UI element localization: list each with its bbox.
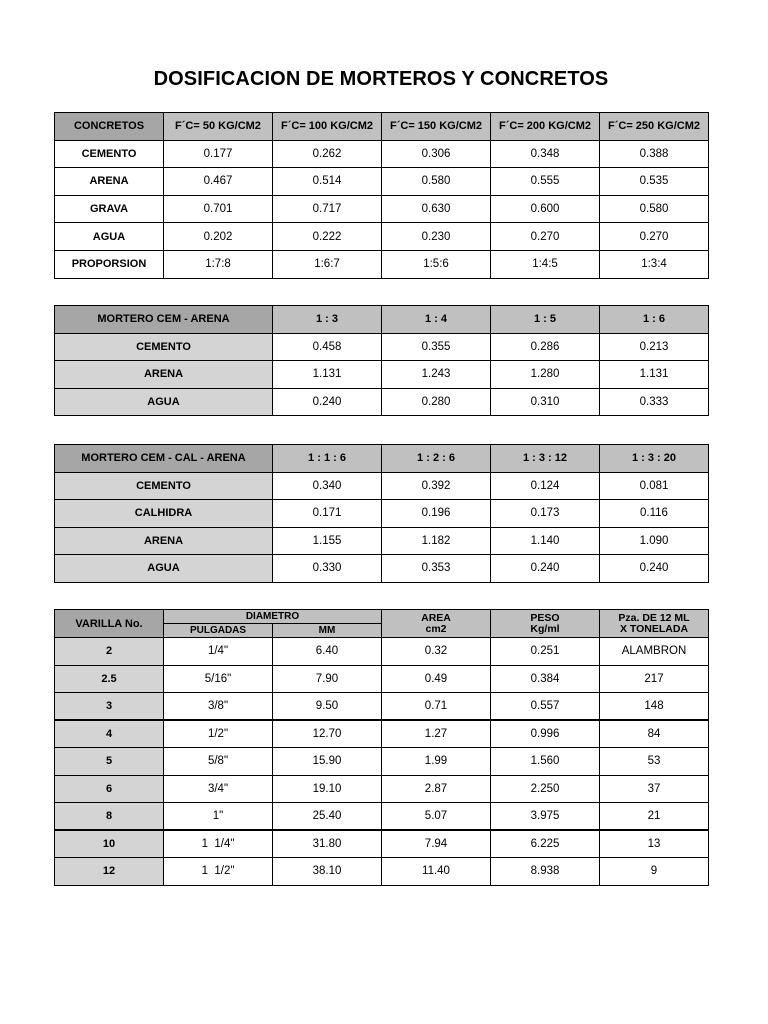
column-header: DIAMETRO	[164, 610, 382, 624]
table-cell: 6.225	[491, 830, 600, 858]
table-cell: 0.388	[600, 140, 709, 168]
table-cell: 1:4:5	[491, 250, 600, 278]
table-cell: 21	[600, 803, 709, 831]
table-cell: 0.348	[491, 140, 600, 168]
table-cell: 0.306	[382, 140, 491, 168]
table-cell: 1.155	[273, 527, 382, 555]
table-cell: 0.458	[273, 333, 382, 361]
table-row	[55, 500, 709, 528]
table-cell: 1:3:4	[600, 250, 709, 278]
pza-header-line1: Pza. DE 12 ML	[618, 611, 690, 624]
table-cell: 9.50	[273, 693, 382, 721]
table-row	[55, 333, 709, 361]
table-cell: 0.251	[491, 638, 600, 666]
table-row	[55, 830, 709, 858]
table-cell: 3/8"	[164, 693, 273, 721]
column-header: 1 : 3 : 20	[600, 445, 709, 473]
column-header: 1 : 5	[491, 306, 600, 334]
table-cell: 0.71	[382, 693, 491, 721]
table-cell: 1.243	[382, 361, 491, 389]
table-cell: 217	[600, 665, 709, 693]
table-cell: 2.87	[382, 775, 491, 803]
table-row	[55, 803, 709, 831]
table-cell: 13	[600, 830, 709, 858]
table-cell: 148	[600, 693, 709, 721]
table-cell: 0.262	[273, 140, 382, 168]
row-label: PROPORSION	[55, 250, 164, 278]
row-label: AGUA	[55, 388, 273, 416]
table-cell: 0.116	[600, 500, 709, 528]
table-cell: 19.10	[273, 775, 382, 803]
row-label: 8	[55, 803, 164, 831]
table-cell: 38.10	[273, 858, 382, 886]
table-cell: 1 1/2"	[164, 858, 273, 886]
table-row	[55, 388, 709, 416]
row-label: CEMENTO	[55, 140, 164, 168]
table-cell: 0.240	[600, 555, 709, 583]
column-header: F´C= 150 KG/CM2	[382, 113, 491, 141]
table-cell: 0.270	[600, 223, 709, 251]
table-cell: 0.340	[273, 472, 382, 500]
table-cell: 0.996	[491, 720, 600, 748]
table-row	[55, 720, 709, 748]
table-cell: 84	[600, 720, 709, 748]
table-cell: 15.90	[273, 748, 382, 776]
table-cell: 0.392	[382, 472, 491, 500]
column-header: CONCRETOS	[55, 113, 164, 141]
table-cell: 3/4"	[164, 775, 273, 803]
table-header-row	[55, 445, 709, 473]
row-label: ARENA	[55, 527, 273, 555]
row-label: 2	[55, 638, 164, 666]
table-cell: 0.580	[382, 168, 491, 196]
column-header	[382, 610, 491, 638]
row-label: ARENA	[55, 168, 164, 196]
table-row	[55, 472, 709, 500]
table-row	[55, 555, 709, 583]
mortero-cal-table	[54, 444, 709, 583]
row-label: 2.5	[55, 665, 164, 693]
table-cell: 5/8"	[164, 748, 273, 776]
table-cell: 0.555	[491, 168, 600, 196]
table-row	[55, 748, 709, 776]
table-cell: 5.07	[382, 803, 491, 831]
row-label: 12	[55, 858, 164, 886]
table-cell: 0.630	[382, 195, 491, 223]
table-cell: ALAMBRON	[600, 638, 709, 666]
table-cell: 3.975	[491, 803, 600, 831]
column-header: 1 : 6	[600, 306, 709, 334]
table-cell: 12.70	[273, 720, 382, 748]
table-row	[55, 693, 709, 721]
column-header	[600, 610, 709, 638]
table-cell: 0.202	[164, 223, 273, 251]
area-header-line2: cm2	[425, 622, 447, 635]
table-cell: 1.140	[491, 527, 600, 555]
table-cell: 25.40	[273, 803, 382, 831]
table-cell: 0.177	[164, 140, 273, 168]
table-cell: 0.717	[273, 195, 382, 223]
table-cell: 7.94	[382, 830, 491, 858]
table-row	[55, 168, 709, 196]
column-header: F´C= 200 KG/CM2	[491, 113, 600, 141]
row-label: CALHIDRA	[55, 500, 273, 528]
table-cell: 1.27	[382, 720, 491, 748]
varillas-table	[54, 609, 709, 886]
row-label: 5	[55, 748, 164, 776]
column-header: 1 : 2 : 6	[382, 445, 491, 473]
table-cell: 7.90	[273, 665, 382, 693]
table-cell: 1:6:7	[273, 250, 382, 278]
table-cell: 1:7:8	[164, 250, 273, 278]
table-row	[55, 195, 709, 223]
row-label: 10	[55, 830, 164, 858]
table-cell: 11.40	[382, 858, 491, 886]
table-cell: 6.40	[273, 638, 382, 666]
column-header: F´C= 250 KG/CM2	[600, 113, 709, 141]
table-cell: 0.286	[491, 333, 600, 361]
table-cell: 0.49	[382, 665, 491, 693]
table-cell: 0.171	[273, 500, 382, 528]
table-row	[55, 361, 709, 389]
table-cell: 0.32	[382, 638, 491, 666]
table-row	[55, 638, 709, 666]
column-header: 1 : 3	[273, 306, 382, 334]
table-cell: 0.355	[382, 333, 491, 361]
table-cell: 31.80	[273, 830, 382, 858]
column-header: 1 : 3 : 12	[491, 445, 600, 473]
row-label: CEMENTO	[55, 333, 273, 361]
table-header-row	[55, 610, 709, 624]
table-cell: 1.131	[273, 361, 382, 389]
row-label: GRAVA	[55, 195, 164, 223]
table-cell: 1"	[164, 803, 273, 831]
table-cell: 1 1/4"	[164, 830, 273, 858]
table-header-row	[55, 306, 709, 334]
column-header: PULGADAS	[164, 624, 273, 638]
column-header: 1 : 1 : 6	[273, 445, 382, 473]
table-cell: 0.353	[382, 555, 491, 583]
table-row	[55, 250, 709, 278]
row-label: AGUA	[55, 223, 164, 251]
table-cell: 1.560	[491, 748, 600, 776]
table-header-row	[55, 113, 709, 141]
row-label: 4	[55, 720, 164, 748]
table-cell: 0.514	[273, 168, 382, 196]
table-cell: 0.240	[491, 555, 600, 583]
table-cell: 0.330	[273, 555, 382, 583]
table-cell: 0.384	[491, 665, 600, 693]
row-label: 6	[55, 775, 164, 803]
table-cell: 0.535	[600, 168, 709, 196]
area-header-line1: AREA	[421, 611, 451, 624]
table-cell: 0.213	[600, 333, 709, 361]
row-label: CEMENTO	[55, 472, 273, 500]
table-cell: 0.280	[382, 388, 491, 416]
table-cell: 1:5:6	[382, 250, 491, 278]
table-cell: 0.580	[600, 195, 709, 223]
table-cell: 0.081	[600, 472, 709, 500]
column-header: VARILLA No.	[55, 610, 164, 638]
table-cell: 1/2"	[164, 720, 273, 748]
table-cell: 53	[600, 748, 709, 776]
column-header: F´C= 50 KG/CM2	[164, 113, 273, 141]
peso-header-line1: PESO	[530, 611, 560, 624]
table-cell: 9	[600, 858, 709, 886]
table-row	[55, 140, 709, 168]
table-cell: 0.467	[164, 168, 273, 196]
table-row	[55, 665, 709, 693]
table-cell: 1.090	[600, 527, 709, 555]
column-header	[491, 610, 600, 638]
table-cell: 37	[600, 775, 709, 803]
table-cell: 1.280	[491, 361, 600, 389]
table-cell: 0.600	[491, 195, 600, 223]
table-cell: 2.250	[491, 775, 600, 803]
row-label: 3	[55, 693, 164, 721]
table-cell: 0.230	[382, 223, 491, 251]
table-cell: 0.701	[164, 195, 273, 223]
table-cell: 0.333	[600, 388, 709, 416]
table-row	[55, 527, 709, 555]
column-header: MORTERO CEM - CAL - ARENA	[55, 445, 273, 473]
page-title: DOSIFICACION DE MORTEROS Y CONCRETOS	[153, 68, 609, 90]
table-cell: 1.131	[600, 361, 709, 389]
table-cell: 0.196	[382, 500, 491, 528]
table-cell: 1.182	[382, 527, 491, 555]
table-cell: 0.270	[491, 223, 600, 251]
peso-header-line2: Kg/ml	[530, 622, 560, 635]
mortero-arena-table	[54, 305, 709, 416]
table-row	[55, 775, 709, 803]
table-cell: 0.124	[491, 472, 600, 500]
pza-header-line2: X TONELADA	[619, 622, 689, 635]
column-header: 1 : 4	[382, 306, 491, 334]
column-header: MORTERO CEM - ARENA	[55, 306, 273, 334]
table-row	[55, 223, 709, 251]
table-cell: 0.310	[491, 388, 600, 416]
row-label: ARENA	[55, 361, 273, 389]
row-label: AGUA	[55, 555, 273, 583]
column-header: MM	[273, 624, 382, 638]
table-cell: 0.557	[491, 693, 600, 721]
table-cell: 5/16"	[164, 665, 273, 693]
table-cell: 0.240	[273, 388, 382, 416]
table-row	[55, 858, 709, 886]
table-cell: 0.222	[273, 223, 382, 251]
table-cell: 1.99	[382, 748, 491, 776]
column-header: F´C= 100 KG/CM2	[273, 113, 382, 141]
table-cell: 8.938	[491, 858, 600, 886]
table-cell: 1/4"	[164, 638, 273, 666]
table-cell: 0.173	[491, 500, 600, 528]
concretos-table	[54, 112, 709, 279]
